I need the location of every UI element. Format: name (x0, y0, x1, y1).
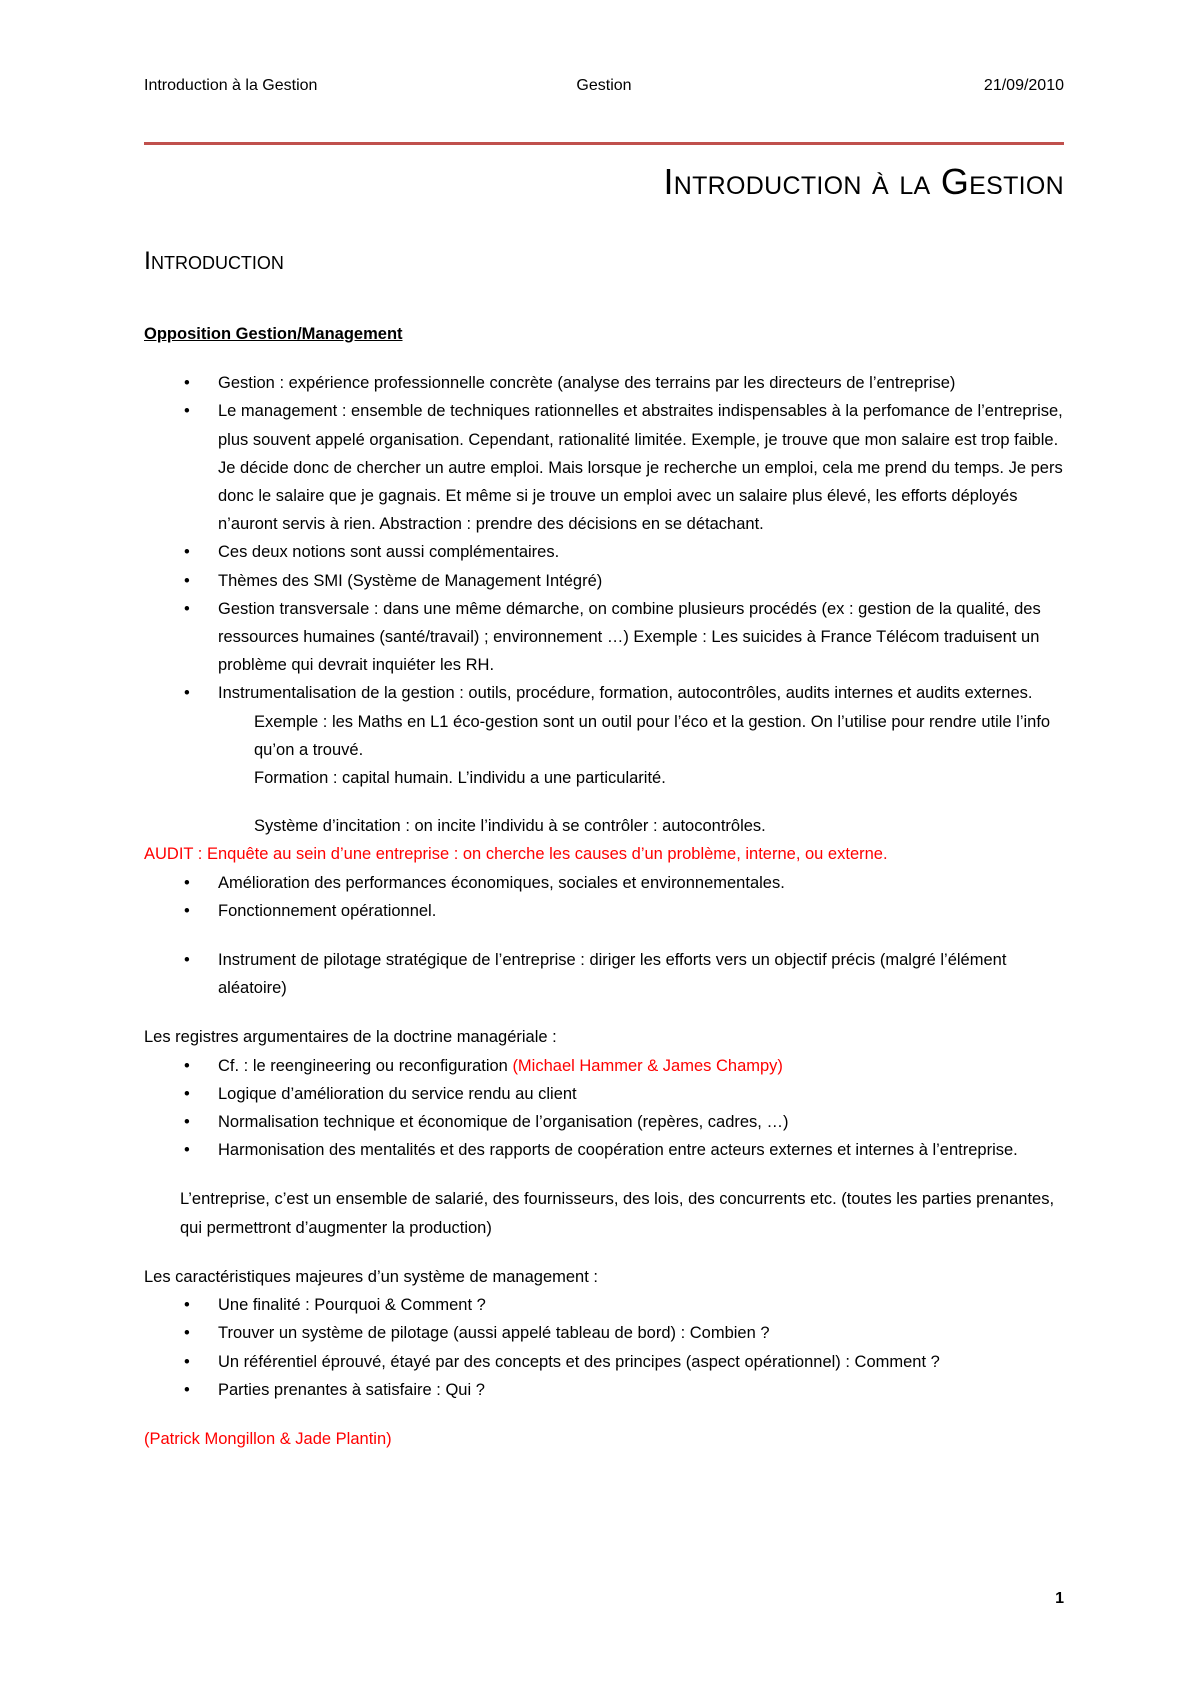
list-item: • Instrument de pilotage stratégique de l’entreprise : diriger les efforts vers un objectif précis (malgré l’élément aléatoire) (144, 946, 1064, 1002)
subheading: Opposition Gestion/Management (144, 325, 403, 343)
caracteristiques-list (144, 1291, 1064, 1404)
list-item: • Fonctionnement opérationnel. (144, 897, 1064, 925)
section-heading: Introduction (144, 247, 284, 275)
document-body (144, 320, 1064, 1453)
entreprise-paragraph: L’entreprise, c’est un ensemble de salarié, des fournisseurs, des lois, des concurrents etc. (toutes les parties prenantes, qui permettront d’augmenter la production) (180, 1190, 1055, 1237)
list-item: • Ces deux notions sont aussi complémentaires. (144, 538, 1064, 566)
example-text: Système d’incitation : on incite l’individu à se contrôler : autocontrôles. (254, 817, 766, 836)
document-title: Introduction à la Gestion (663, 161, 1064, 202)
list-item: • Cf. : le reengineering ou reconfiguration (Michael Hammer & James Champy) (144, 1052, 1064, 1080)
list-item: • Le management : ensemble de techniques rationnelles et abstraites indispensables à la perfomance de l’entreprise, plus souvent appelé organisation. Cependant, rationalité limitée. Exemple, je trouve que mon salaire est trop faible. Je décide donc de chercher un autre emploi. Mais lorsque je recherche un emploi, cela me prend du temps. Je pers donc le salaire que je gagnais. Et même si je trouve un emploi avec un salaire plus élevé, les efforts déployés n’auront servis à rien. Abstraction : prendre des décisions en se détachant. (144, 397, 1064, 538)
list-item: • Trouver un système de pilotage (aussi appelé tableau de bord) : Combien ? (144, 1319, 1064, 1347)
audit-list-2 (144, 946, 1064, 1002)
list-item: • Normalisation technique et économique de l’organisation (repères, cadres, …) (144, 1108, 1064, 1136)
list-item: • Gestion transversale : dans une même démarche, on combine plusieurs procédés (ex : gestion de la qualité, des ressources humaines (santé/travail) ; environnement …) Exemple : Les suicides à France Télécom traduisent un problème qui devrait inquiéter les RH. (144, 595, 1064, 680)
page-header (144, 74, 1064, 98)
authors-citation: (Patrick Mongillon & Jade Plantin) (144, 1429, 392, 1448)
header-date: 21/09/2010 (983, 77, 1064, 94)
list-item: • Une finalité : Pourquoi & Comment ? (144, 1291, 1064, 1319)
list-item: • Un référentiel éprouvé, étayé par des concepts et des principes (aspect opérationnel) : Comment ? (144, 1348, 1064, 1376)
audit-definition: AUDIT : Enquête au sein d’une entreprise : on cherche les causes d’un problème, interne, ou externe. (144, 845, 888, 864)
list-item: • Thèmes des SMI (Système de Management Intégré) (144, 567, 1064, 595)
list-item: • Parties prenantes à satisfaire : Qui ? (144, 1376, 1064, 1404)
opposition-list (144, 369, 1064, 707)
list-item: • Instrumentalisation de la gestion : outils, procédure, formation, autocontrôles, audits internes et audits externes. (144, 679, 1064, 707)
list-item: • Gestion : expérience professionnelle concrète (analyse des terrains par les directeurs de l’entreprise) (144, 369, 1064, 397)
example-text: Formation : capital humain. L’individu a une particularité. (254, 769, 666, 788)
audit-list (144, 869, 1064, 925)
registres-list (144, 1052, 1064, 1165)
registres-heading: Les registres argumentaires de la doctrine managériale : (144, 1028, 557, 1047)
list-item: • Amélioration des performances économiques, sociales et environnementales. (144, 869, 1064, 897)
caracteristiques-heading: Les caractéristiques majeures d’un système de management : (144, 1267, 598, 1286)
example-text: Exemple : les Maths en L1 éco-gestion sont un outil pour l’éco et la gestion. On l’utilise pour rendre utile l’info qu’on a trouvé. (254, 712, 1051, 759)
list-item: • Logique d’amélioration du service rendu au client (144, 1080, 1064, 1108)
page-number: 1 (1055, 1590, 1064, 1607)
header-center: Gestion (576, 77, 632, 94)
authors-reference: (Michael Hammer & James Champy) (512, 1056, 783, 1075)
header-divider (144, 142, 1064, 145)
list-item: • Harmonisation des mentalités et des rapports de coopération entre acteurs externes et internes à l’entreprise. (144, 1136, 1064, 1164)
header-left: Introduction à la Gestion (144, 77, 318, 94)
